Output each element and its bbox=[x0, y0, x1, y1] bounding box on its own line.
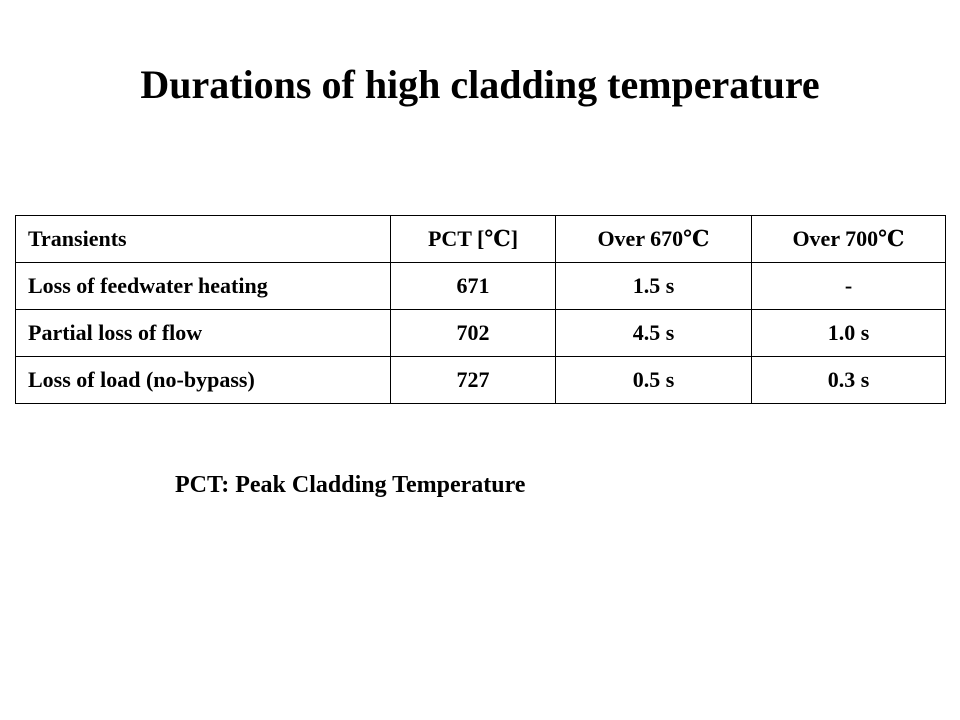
table-row bbox=[16, 357, 946, 404]
transients-table bbox=[15, 215, 946, 404]
slide-title: Durations of high cladding temperature bbox=[140, 61, 820, 107]
header-transients: Transients bbox=[16, 216, 391, 263]
pct-cell: 727 bbox=[391, 357, 556, 404]
header-pct: PCT [℃] bbox=[391, 216, 556, 263]
transient-name-cell: Partial loss of flow bbox=[16, 310, 391, 357]
over-670-cell: 4.5 s bbox=[556, 310, 752, 357]
footnote: PCT: Peak Cladding Temperature bbox=[175, 472, 526, 498]
header-over-670: Over 670℃ bbox=[556, 216, 752, 263]
pct-cell: 702 bbox=[391, 310, 556, 357]
over-670-cell: 0.5 s bbox=[556, 357, 752, 404]
pct-cell: 671 bbox=[391, 263, 556, 310]
over-700-cell: 0.3 s bbox=[752, 357, 946, 404]
header-over-700: Over 700℃ bbox=[752, 216, 946, 263]
over-670-cell: 1.5 s bbox=[556, 263, 752, 310]
table-row bbox=[16, 310, 946, 357]
transient-name-cell: Loss of feedwater heating bbox=[16, 263, 391, 310]
transient-name-cell: Loss of load (no-bypass) bbox=[16, 357, 391, 404]
over-700-cell: 1.0 s bbox=[752, 310, 946, 357]
table-row bbox=[16, 263, 946, 310]
table-header-row bbox=[16, 216, 946, 263]
over-700-cell: - bbox=[752, 263, 946, 310]
